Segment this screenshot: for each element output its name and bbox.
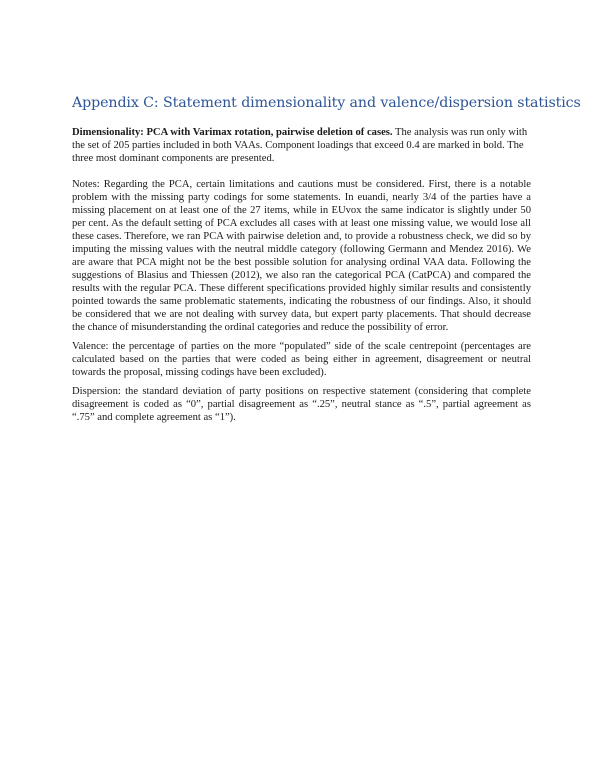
dispersion-paragraph: Dispersion: the standard deviation of party positions on respective statement (considering that complete disagreement is coded as “0”, partial disagreement as “.25”, neutral stance as “.5”, partial agreement as “.75” and complete agreement as “1”).	[72, 386, 531, 423]
dimensionality-lead: Dimensionality: PCA with Varimax rotation, pairwise deletion of cases.	[72, 127, 393, 138]
dimensionality-body: The analysis was run only with the set of 205 parties included in both VAAs. Component loadings that exceed 0.4 are marked in bold. The three most dominant components are presented.	[72, 127, 528, 164]
appendix-heading: Appendix C: Statement dimensionality and valence/dispersion statistics	[72, 95, 581, 111]
notes-paragraph: Notes: Regarding the PCA, certain limitations and cautions must be considered. First, there is a notable problem with the missing party codings for some statements. In euandi, nearly 3/4 of the parties have a missing placement on at least one of the 27 items, while in EUvox the same indicator is slightly under 50 per cent. As the default setting of PCA excludes all cases with at least one missing value, we would lose all these cases. Therefore, we ran PCA with pairwise deletion and, to provide a robustness check, we did so by imputing the missing values with the neutral middle category (following Germann and Mendez 2016). We are aware that PCA might not be the best possible solution for analysing ordinal VAA data. Following the suggestions of Blasius and Thiessen (2012), we also ran the categorical PCA (CatPCA) and compared the results with the regular PCA. These different specifications provided highly similar results and consistently pointed towards the same problematic statements, indicating the robustness of our findings. Also, it should be considered that we are not dealing with survey data, but expert party placements. That should decrease the chance of misunderstanding the ordinal categories and reduce the possibility of error.	[72, 179, 531, 333]
valence-paragraph: Valence: the percentage of parties on the more “populated” side of the scale centrepoint (percentages are calculated based on the parties that were coded as being either in agreement, disagreement or neutral towards the proposal, missing codings have been excluded).	[72, 341, 531, 378]
dimensionality-paragraph	[72, 126, 531, 165]
